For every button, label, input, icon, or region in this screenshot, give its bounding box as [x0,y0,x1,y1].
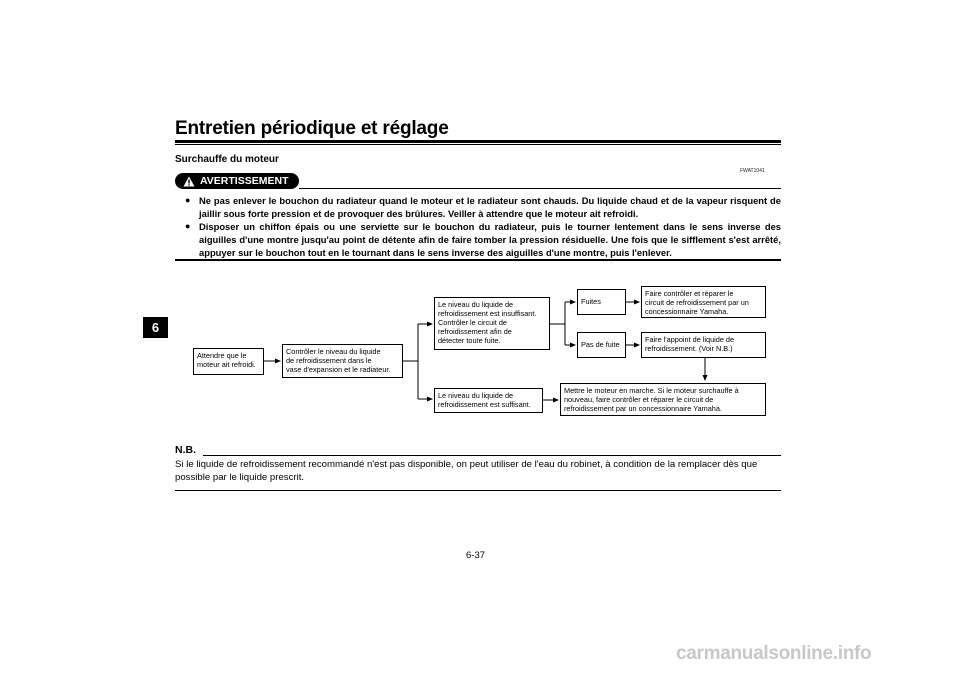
note-text: Si le liquide de refroidissement recommandé n'est pas disponible, on peut utiliser de l'eau du robinet, à condition de la remplacer dès que possible par le liquide prescrit. [175,459,758,483]
warning-label: AVERTISSEMENT [200,175,289,187]
flow-text: Le niveau du liquide de [438,300,514,309]
flow-text: Contrôler le niveau du liquide [286,347,381,356]
flow-text: Fuites [581,297,601,306]
flow-text: refroidissement est insuffisant. [438,309,537,318]
flow-text: refroidissement est suffisant. [438,400,531,409]
flow-text: vase d'expansion et le radiateur. [286,365,391,374]
flow-text: Contrôler le circuit de [438,318,507,327]
page-number: 6-37 [466,550,486,561]
flow-text: concessionnaire Yamaha. [645,307,729,316]
flow-text: refroidissement afin de [438,327,512,336]
flow-text: Mettre le moteur en marche. Si le moteur surchauffe à [564,386,739,395]
flow-box-check-level [282,344,403,378]
section-title: Surchauffe du moteur [175,154,279,165]
flow-box-level-insufficient [434,297,550,350]
flow-box-topup [641,332,766,358]
flow-box-level-sufficient [434,388,543,413]
note-title: N.B. [175,444,196,456]
flow-text: détecter toute fuite. [438,336,501,345]
flow-box-repair [641,286,766,318]
flow-text: Attendre que le [197,351,247,360]
warning-item-text: Disposer un chiffon épais ou une serviette sur le bouchon du radiateur, puis le tourner lentement dans le sens inverse des aiguilles d'une montre jusqu'au point de détente afin de faire tomber la pression résiduelle. Une fois que le sifflement s'est arrêté, appuyer sur le bouchon tout en le tournant dans le sens inverse des aiguilles d'une montre, puis l'enlever. [199,221,781,258]
flow-text: refroidissement par un concessionnaire Yamaha. [564,404,722,413]
flow-text: Pas de fuite [581,340,620,349]
flow-box-wait [193,348,264,375]
flow-text: Faire l'appoint de liquide de [645,335,735,344]
bullet-icon: ● [185,195,191,205]
warning-code: FWAT1041 [740,168,765,174]
note-bottom-rule [175,490,781,491]
chapter-tab: 6 [143,317,168,338]
flow-text: refroidissement. (Voir N.B.) [645,344,733,353]
flow-text: circuit de refroidissement par un [645,298,749,307]
flow-text: de refroidissement dans le [286,356,372,365]
flow-text: moteur ait refroidi. [197,360,256,369]
note-rule [203,455,781,456]
bullet-icon: ● [185,221,191,231]
flow-text: nouveau, faire contrôler et réparer le circuit de [564,395,714,404]
flow-text: Faire contrôler et réparer le [645,289,734,298]
flow-box-leaks [577,289,626,315]
warning-item-text: Ne pas enlever le bouchon du radiateur quand le moteur et le radiateur sont chauds. Du liquide chaud et de la vapeur risquent de jaillir sous forte pression et de provoquer des brûlures. Veiller à attendre que le moteur ait refroidi. [199,195,781,219]
watermark: carmanualsonline.info [676,643,872,664]
flow-box-no-leak [577,332,626,358]
page-header-title: Entretien périodique et réglage [175,118,449,139]
flow-text: Le niveau du liquide de [438,391,514,400]
flow-box-restart-engine [560,383,766,416]
